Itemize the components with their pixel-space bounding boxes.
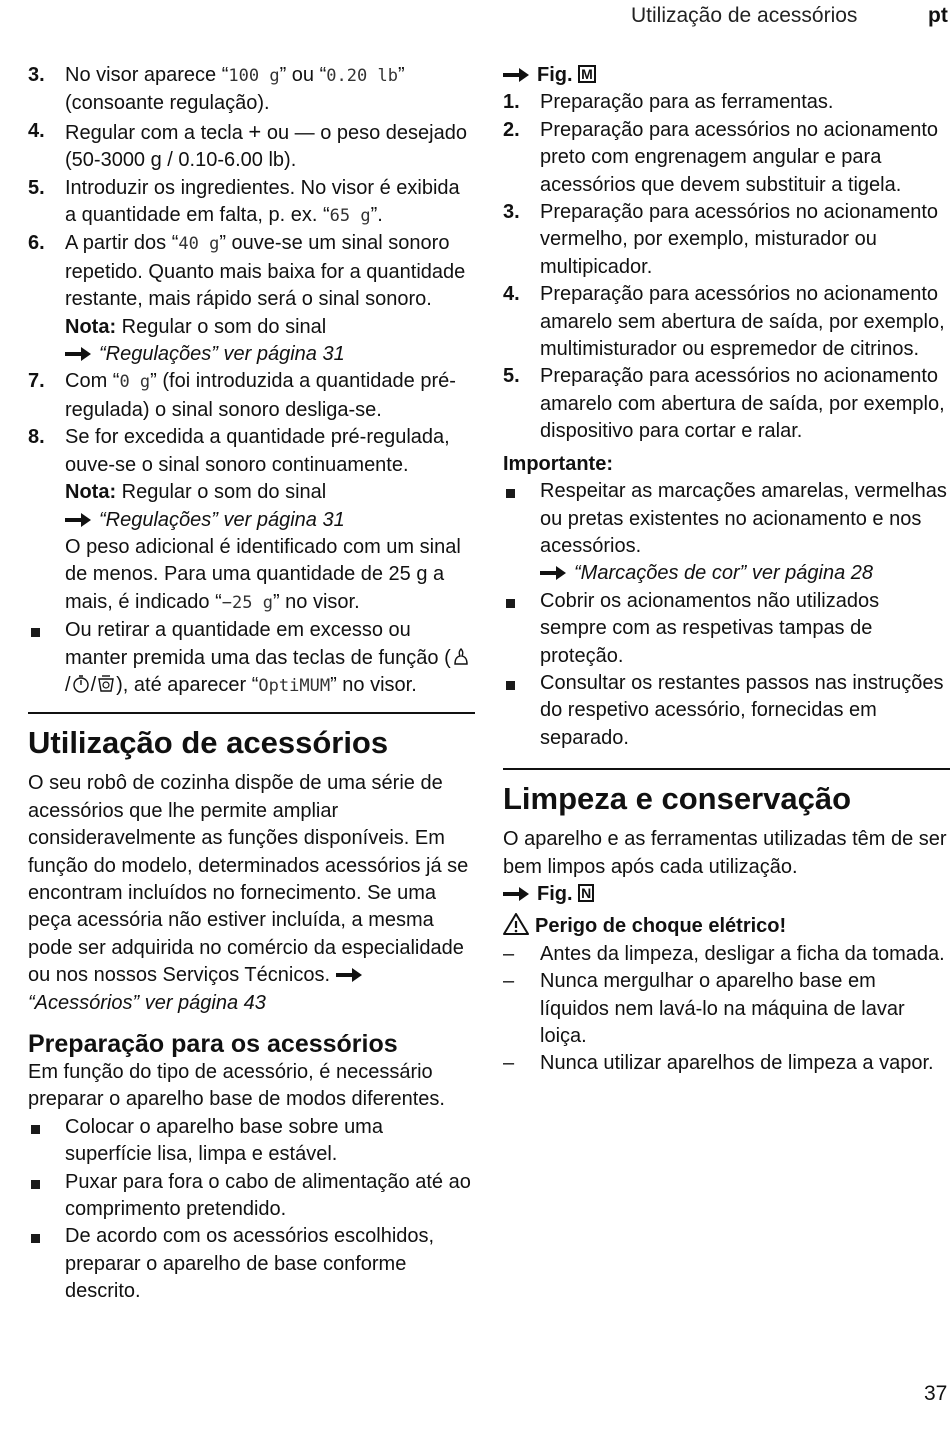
step-number: 3.	[28, 64, 45, 86]
step-3	[28, 62, 475, 118]
page-number: 37	[924, 1382, 948, 1405]
dash-item	[503, 941, 950, 968]
language-code: pt	[928, 4, 948, 27]
warning-icon	[503, 913, 529, 935]
step-number: 4.	[503, 283, 520, 306]
step-text: ” ou “	[279, 64, 327, 86]
arrow-right-icon	[540, 566, 566, 580]
dash-marker: –	[503, 1052, 515, 1075]
step-text: No visor aparece “	[65, 64, 229, 86]
step-number: 3.	[503, 201, 520, 224]
section-title: Limpeza e conservação	[503, 781, 852, 817]
display-value: 65 g	[329, 206, 371, 227]
important-item	[503, 478, 950, 588]
display-value: 100 g	[228, 66, 280, 86]
step-8	[28, 424, 475, 617]
section-divider	[28, 712, 475, 714]
warning-heading	[503, 913, 950, 940]
display-value: 0 g	[119, 372, 151, 393]
bullet-text: Consultar os restantes passos nas instruções do respetivo acessório, fornecidas em separado.	[540, 671, 944, 749]
cross-reference[interactable]	[65, 507, 475, 534]
figure-letter: M	[578, 65, 596, 83]
important-label: Importante:	[503, 452, 613, 475]
step-text: Preparação para acessórios no acionamento amarelo sem abertura de saída, por exemplo, multimisturador ou espremedor de citrinos.	[540, 283, 945, 361]
bullet-marker	[506, 489, 515, 498]
step-text: Preparação para acessórios no acionamento vermelho, por exemplo, misturador ou multipicador.	[540, 201, 939, 278]
display-value: 0.20 lb	[326, 66, 398, 86]
step-text: ” (consoante regulação).	[65, 64, 405, 115]
bullet-text: Respeitar as marcações amarelas, vermelhas ou pretas existentes no acionamento e nos acessórios.	[540, 480, 947, 557]
section-divider	[503, 768, 950, 770]
step-number: 8.	[28, 426, 45, 449]
step-number: 7.	[28, 370, 45, 393]
bullet-text: ), até aparecer “	[116, 673, 259, 696]
step-text: Se for excedida a quantidade pré-regulada, ouve-se o sinal sonoro continuamente.	[65, 426, 450, 476]
step-text: ”.	[370, 204, 383, 227]
step-5	[28, 175, 475, 231]
step-number: 6.	[28, 232, 45, 255]
arrow-right-icon	[65, 347, 91, 361]
prep-step-1	[503, 89, 950, 116]
kneading-hook-icon	[451, 647, 471, 667]
list-item	[28, 1223, 475, 1305]
step-text: o peso desejado (50-3000 g / 0.10-6.00 lb).	[65, 121, 467, 172]
note-label: Nota:	[65, 315, 117, 338]
important-item	[503, 588, 950, 670]
plus-key-symbol: +	[248, 118, 262, 144]
important-item	[503, 670, 950, 752]
bullet-marker	[31, 1180, 40, 1189]
display-value: −25 g	[221, 592, 273, 613]
prep-step-2	[503, 117, 950, 199]
bullet-text: Colocar o aparelho base sobre uma superfície lisa, limpa e estável.	[65, 1115, 383, 1166]
intro-paragraph	[28, 770, 475, 1017]
section-title: Utilização de acessórios	[28, 725, 389, 761]
bullet-text: Puxar para fora o cabo de alimentação até ao comprimento pretendido.	[65, 1170, 471, 1221]
note-text: Regular o som do sinal	[116, 481, 327, 504]
separator: /	[65, 673, 71, 696]
step-number: 5.	[503, 365, 520, 388]
subsection-title: Preparação para os acessórios	[28, 1030, 398, 1058]
figure-letter: N	[578, 884, 594, 902]
extra-weight-paragraph	[65, 534, 475, 617]
dash-text: Nunca utilizar aparelhos de limpeza a vapor.	[540, 1052, 934, 1075]
step-7	[28, 368, 475, 424]
dash-item	[503, 968, 950, 1050]
dash-text: Antes da limpeza, desligar a ficha da tomada.	[540, 942, 945, 965]
step-text: A partir dos “	[65, 232, 179, 255]
scale-icon	[96, 674, 116, 694]
figure-label: Fig.	[537, 882, 573, 905]
arrow-right-icon	[503, 68, 529, 82]
left-column	[28, 62, 475, 1306]
cleaning-intro: O aparelho e as ferramentas utilizadas têm de ser bem limpos após cada utilização.	[503, 828, 947, 878]
cross-reference[interactable]	[65, 341, 475, 368]
bullet-text: ” no visor.	[330, 673, 417, 696]
list-item	[28, 1114, 475, 1169]
reference-text[interactable]: “Acessórios” ver página 43	[28, 991, 266, 1014]
prep-step-4	[503, 281, 950, 363]
step-4	[28, 118, 475, 175]
bullet-text: Cobrir os acionamentos não utilizados sempre com as respetivas tampas de proteção.	[540, 589, 880, 667]
paragraph-text: O seu robô de cozinha dispõe de uma série de acessórios que lhe permite ampliar consideravelmente as funções disponíveis. Em função do modelo, determinados acessórios já se encontram incluídos no fornecimento. Se uma peça acessória não estiver incluída, a mesma pode ser adquirida no comércio da especialidade ou nos nossos Serviços Técnicos.	[28, 772, 469, 987]
step-text: ” ouve-se um sinal sonoro repetido. Quanto mais baixa for a quantidade restante, mais rápido será o sinal sonoro.	[65, 232, 466, 311]
arrow-right-icon	[65, 513, 91, 527]
step-number: 1.	[503, 91, 520, 114]
bullet-text: Ou retirar a quantidade em excesso ou manter premida uma das teclas de função (	[65, 619, 451, 669]
dash-marker: –	[503, 970, 515, 993]
bullet-marker	[506, 599, 515, 608]
step-text: Preparação para as ferramentas.	[540, 91, 834, 114]
step-number: 4.	[28, 119, 45, 142]
page-header	[0, 2, 950, 32]
step-number: 2.	[503, 118, 520, 141]
bullet-marker	[31, 1234, 40, 1243]
figure-reference[interactable]	[503, 62, 950, 89]
note-text: Regular o som do sinal	[116, 315, 327, 338]
note-label: Nota:	[65, 481, 117, 504]
warning-text: Perigo de choque elétrico!	[535, 915, 787, 938]
display-value: 40 g	[178, 234, 220, 255]
header-title: Utilização de acessórios	[631, 4, 858, 27]
bullet-marker	[31, 1125, 40, 1134]
step-6	[28, 230, 475, 368]
step-text: Preparação para acessórios no acionamento amarelo com abertura de saída, por exemplo, dispositivo para cortar e ralar.	[540, 365, 945, 443]
dash-marker: –	[503, 942, 515, 965]
subsection-intro: Em função do tipo de acessório, é necessário preparar o aparelho base de modos diferentes.	[28, 1061, 445, 1111]
paragraph-text: ” no visor.	[272, 590, 360, 613]
step-text: ou	[261, 121, 295, 144]
arrow-right-icon	[336, 968, 362, 982]
step-text: Regular com a tecla	[65, 121, 249, 144]
prep-step-5	[503, 363, 950, 445]
paragraph-text: O peso adicional é identificado com um sinal de menos. Para uma quantidade de 25 g a mais, é indicado “	[65, 535, 461, 613]
cross-reference[interactable]	[540, 560, 950, 587]
right-column	[503, 62, 950, 1078]
figure-reference[interactable]	[503, 881, 950, 908]
dash-text: Nunca mergulhar o aparelho base em líquidos nem lavá-lo na máquina de lavar loiça.	[540, 970, 905, 1047]
reference-text[interactable]: “Regulações” ver página 31	[99, 508, 345, 531]
step-text: Preparação para acessórios no acionamento preto com engrenagem angular e para acessórios que devem substituir a tigela.	[540, 118, 939, 196]
reference-text[interactable]: “Regulações” ver página 31	[99, 343, 345, 366]
bullet-remove-excess	[28, 617, 475, 700]
bullet-marker	[31, 628, 40, 637]
bullet-marker	[506, 681, 515, 690]
reference-text[interactable]: “Marcações de cor” ver página 28	[574, 562, 874, 585]
step-text: ” (foi introduzida a quantidade pré-regulada) o sinal sonoro desliga-se.	[65, 370, 456, 421]
step-text: Com “	[65, 370, 120, 393]
list-item	[28, 1169, 475, 1224]
dash-item	[503, 1050, 950, 1077]
display-value: OptiMUM	[258, 675, 331, 696]
note	[65, 479, 475, 506]
timer-icon	[71, 674, 91, 694]
step-number: 5.	[28, 176, 45, 199]
note	[65, 314, 475, 341]
minus-key-symbol: —	[294, 121, 315, 144]
step-text: Introduzir os ingredientes. No visor é exibida a quantidade em falta, p. ex. “	[65, 176, 460, 227]
separator: /	[90, 673, 97, 696]
figure-label: Fig.	[537, 64, 573, 86]
arrow-right-icon	[503, 887, 529, 901]
prep-step-3	[503, 199, 950, 281]
bullet-text: De acordo com os acessórios escolhidos, preparar o aparelho de base conforme descrito.	[65, 1225, 435, 1303]
